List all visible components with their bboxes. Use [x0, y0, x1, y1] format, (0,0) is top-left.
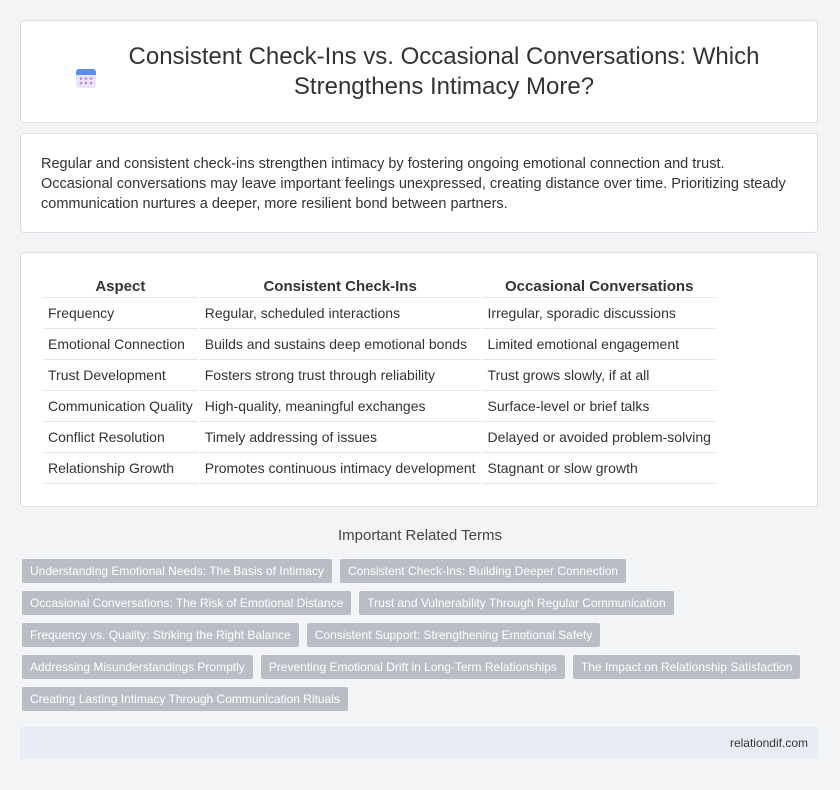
related-term-tag[interactable]: Creating Lasting Intimacy Through Communication Rituals — [22, 687, 348, 711]
related-term-tag[interactable]: Occasional Conversations: The Risk of Emotional Distance — [22, 591, 351, 615]
cell-aspect: Communication Quality — [43, 391, 198, 422]
cell-occasional: Trust grows slowly, if at all — [483, 360, 716, 391]
header-aspect: Aspect — [43, 275, 198, 298]
comparison-card — [20, 252, 818, 507]
table-row — [43, 422, 716, 453]
cell-consistent: Timely addressing of issues — [200, 422, 481, 453]
table-row — [43, 453, 716, 484]
cell-occasional: Stagnant or slow growth — [483, 453, 716, 484]
summary-text: Regular and consistent check-ins strengthen intimacy by fostering ongoing emotional connection and trust. Occasional conversations may leave important feelings unexpressed, creating distance over time. Prioritizing steady communication nurtures a deeper, more resilient bond between partners. — [41, 156, 786, 212]
table-row — [43, 298, 716, 329]
cell-occasional: Limited emotional engagement — [483, 329, 716, 360]
header-occasional: Occasional Conversations — [483, 275, 716, 298]
related-terms-list — [22, 559, 822, 719]
cell-aspect: Relationship Growth — [43, 453, 198, 484]
related-term-tag[interactable]: Consistent Check-Ins: Building Deeper Connection — [340, 559, 626, 583]
related-term-tag[interactable]: Consistent Support: Strengthening Emotional Safety — [307, 623, 601, 647]
table-header-row — [43, 275, 716, 298]
cell-occasional: Surface-level or brief talks — [483, 391, 716, 422]
summary-card — [20, 133, 818, 233]
cell-consistent: High-quality, meaningful exchanges — [200, 391, 481, 422]
cell-occasional: Delayed or avoided problem-solving — [483, 422, 716, 453]
table-row — [43, 360, 716, 391]
table-row — [43, 391, 716, 422]
related-term-tag[interactable]: Preventing Emotional Drift in Long-Term Relationships — [261, 655, 565, 679]
related-term-tag[interactable]: The Impact on Relationship Satisfaction — [573, 655, 800, 679]
cell-aspect: Conflict Resolution — [43, 422, 198, 453]
related-terms-title: Important Related Terms — [338, 527, 502, 544]
cell-consistent: Fosters strong trust through reliability — [200, 360, 481, 391]
cell-occasional: Irregular, sporadic discussions — [483, 298, 716, 329]
table-row — [43, 329, 716, 360]
related-term-tag[interactable]: Trust and Vulnerability Through Regular Communication — [359, 591, 673, 615]
cell-aspect: Frequency — [43, 298, 198, 329]
related-term-tag[interactable]: Addressing Misunderstandings Promptly — [22, 655, 253, 679]
title-card — [20, 20, 818, 123]
cell-consistent: Regular, scheduled interactions — [200, 298, 481, 329]
header-consistent: Consistent Check-Ins — [200, 275, 481, 298]
cell-aspect: Trust Development — [43, 360, 198, 391]
calendar-icon — [74, 66, 98, 90]
cell-consistent: Builds and sustains deep emotional bonds — [200, 329, 481, 360]
cell-aspect: Emotional Connection — [43, 329, 198, 360]
footer — [20, 727, 818, 759]
related-term-tag[interactable]: Understanding Emotional Needs: The Basis of Intimacy — [22, 559, 332, 583]
cell-consistent: Promotes continuous intimacy development — [200, 453, 481, 484]
comparison-table — [41, 275, 718, 484]
page-title: Consistent Check-Ins vs. Occasional Conversations: Which Strengthens Intimacy More? — [128, 42, 760, 100]
related-term-tag[interactable]: Frequency vs. Quality: Striking the Right Balance — [22, 623, 299, 647]
site-link[interactable]: relationdif.com — [729, 736, 808, 750]
